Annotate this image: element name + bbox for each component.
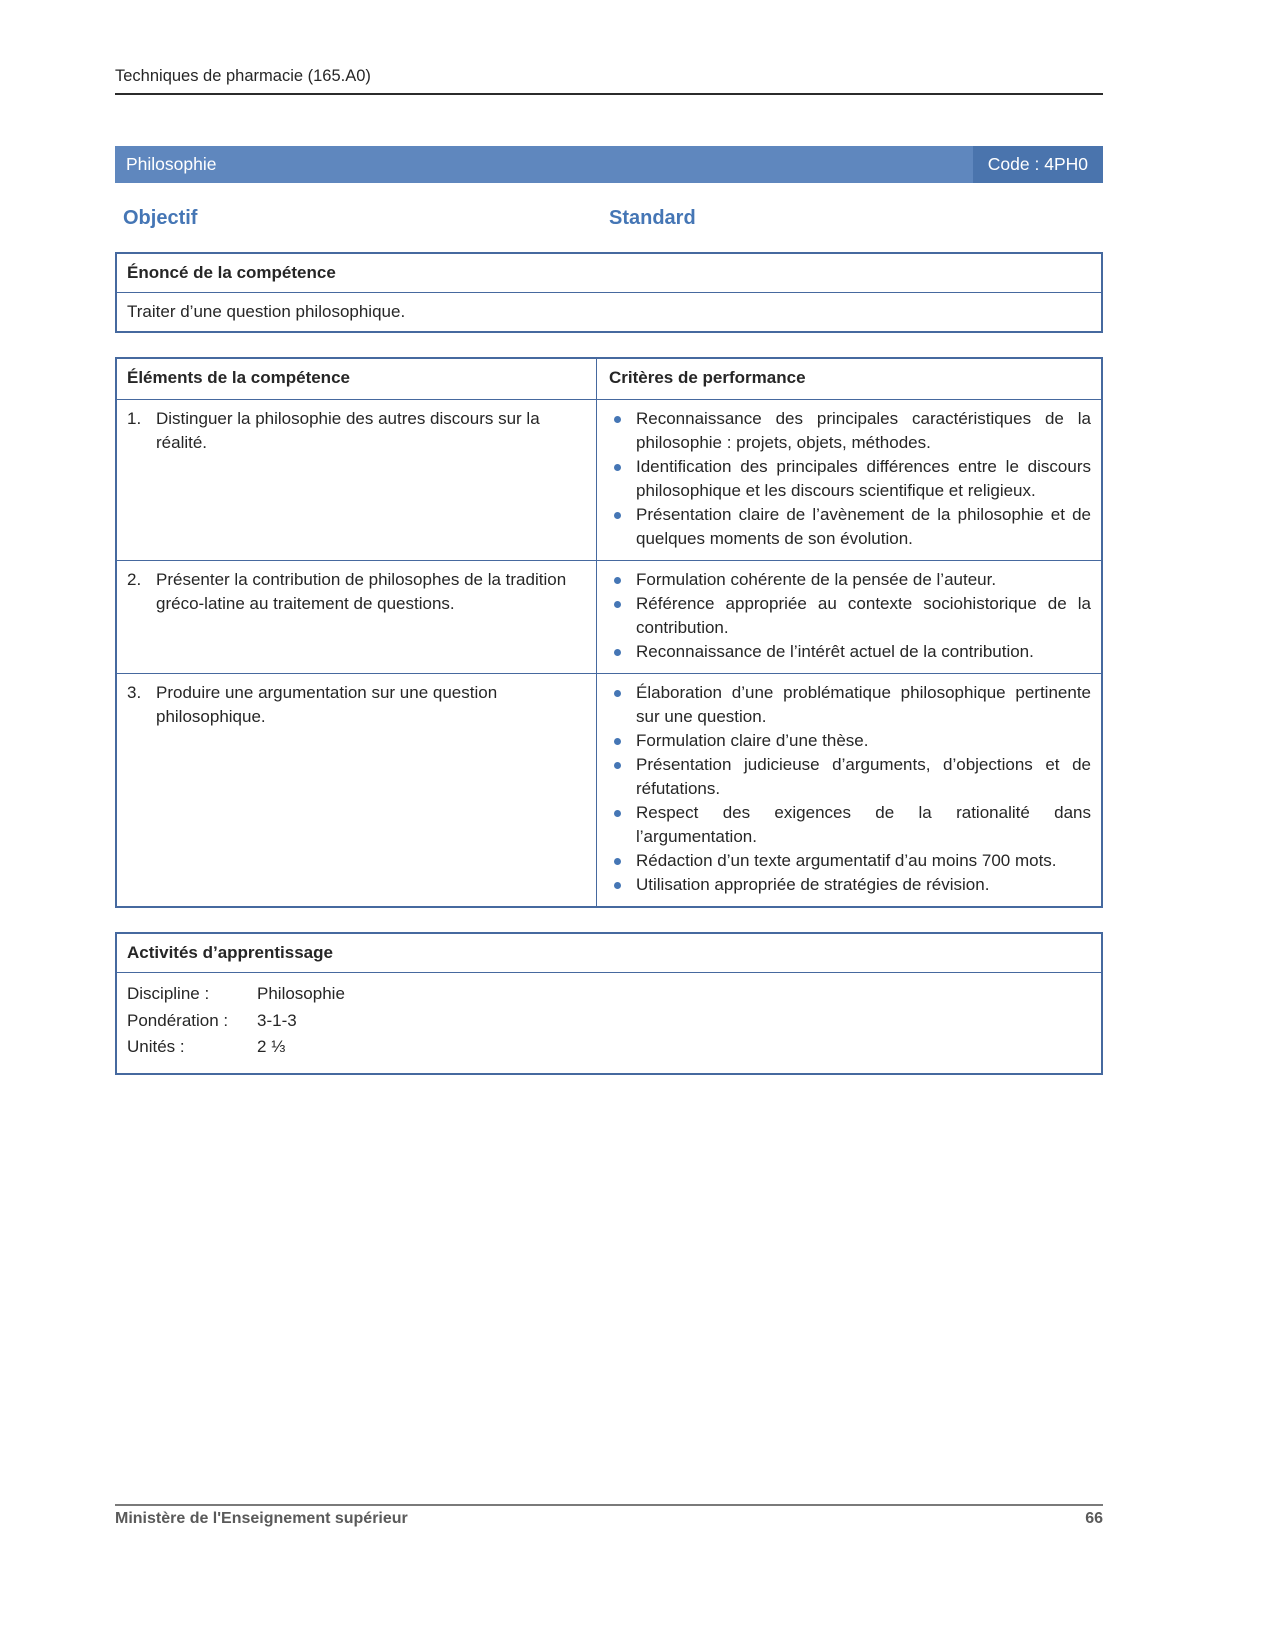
activity-value: 2 ⅓ (257, 1037, 286, 1056)
banner-code: Code : 4PH0 (973, 146, 1103, 183)
activity-label: Pondération : (127, 1010, 229, 1030)
element-cell-2 (117, 561, 597, 673)
bullet-icon (609, 681, 636, 729)
criteria-item (609, 407, 1091, 455)
criteria-item (609, 753, 1091, 801)
activity-value: Philosophie (257, 984, 345, 1003)
criteria-item (609, 503, 1091, 551)
footer-rule (115, 1504, 1103, 1506)
competence-row-2 (117, 561, 1101, 674)
enonce-title: Énoncé de la compétence (117, 254, 1101, 293)
bullet-icon (609, 568, 636, 592)
column-headings (115, 207, 1103, 230)
course-banner (115, 146, 1103, 183)
activity-label: Unités : (127, 1037, 185, 1056)
criteria-item (609, 849, 1091, 873)
bullet-icon (609, 640, 636, 664)
header-rule (115, 93, 1103, 95)
bullet-icon (609, 873, 636, 897)
criteria-text: Rédaction d’un texte argumentatif d’au moins 700 mots. (636, 851, 1057, 870)
element-number: 2. (127, 570, 142, 589)
bullet-icon (609, 503, 636, 551)
activity-label: Discipline : (127, 984, 210, 1003)
activity-row-discipline (127, 981, 1091, 1008)
criteria-text: Respect des exigences de la rationalité dans l’argumentation. (636, 803, 1091, 846)
criteria-text: Reconnaissance des principales caractéristiques de la philosophie : projets, objets, méthodes. (636, 409, 1091, 452)
enonce-body: Traiter d’une question philosophique. (127, 302, 406, 321)
element-number: 3. (127, 683, 142, 702)
standard-heading: Standard (609, 207, 696, 229)
criteria-item (609, 729, 1091, 753)
enonce-box (115, 252, 1103, 333)
bullet-icon (609, 753, 636, 801)
activity-row-ponderation (127, 1008, 1091, 1035)
banner-title: Philosophie (126, 154, 217, 174)
bullet-icon (609, 729, 636, 753)
elements-header: Éléments de la compétence (117, 359, 597, 399)
criteria-item (609, 873, 1091, 897)
bullet-icon (609, 407, 636, 455)
criteria-item (609, 801, 1091, 849)
bullet-icon (609, 849, 636, 873)
criteria-text: Présentation claire de l’avènement de la philosophie et de quelques moments de son évolution. (636, 505, 1091, 548)
criteria-item (609, 455, 1091, 503)
criteria-item (609, 568, 1091, 592)
page-content (115, 0, 1103, 1075)
criteria-text: Identification des principales différences entre le discours philosophique et les discours scientifique et religieux. (636, 457, 1091, 500)
activity-row-unites (127, 1034, 1091, 1061)
criteria-text: Élaboration d’une problématique philosophique pertinente sur une question. (636, 683, 1091, 726)
criteria-item (609, 681, 1091, 729)
activites-title: Activités d’apprentissage (117, 934, 1101, 973)
criteres-header: Critères de performance (609, 368, 806, 387)
criteria-item (609, 592, 1091, 640)
page-footer (115, 1504, 1103, 1528)
competence-row-1 (117, 400, 1101, 561)
criteria-text: Présentation judicieuse d’arguments, d’objections et de réfutations. (636, 755, 1091, 798)
bullet-icon (609, 592, 636, 640)
objectif-heading: Objectif (123, 207, 198, 229)
element-cell-3 (117, 674, 597, 906)
footer-ministry: Ministère de l'Enseignement supérieur (115, 1510, 408, 1527)
element-text: Produire une argumentation sur une question philosophique. (156, 683, 498, 726)
criteria-item (609, 640, 1091, 664)
footer-page-number: 66 (1085, 1510, 1103, 1527)
element-cell-1 (117, 400, 597, 560)
criteria-text: Formulation claire d’une thèse. (636, 731, 869, 750)
activity-value: 3-1-3 (257, 1010, 297, 1030)
element-text: Présenter la contribution de philosophes de la tradition gréco-latine au traitement de questions. (156, 570, 567, 613)
activites-body (117, 973, 1101, 1073)
bullet-icon (609, 455, 636, 503)
criteria-text: Référence appropriée au contexte sociohistorique de la contribution. (636, 594, 1091, 637)
page-header: Techniques de pharmacie (165.A0) (115, 67, 371, 85)
bullet-icon (609, 801, 636, 849)
competence-table (115, 357, 1103, 908)
criteria-cell-2 (597, 561, 1101, 673)
competence-row-3 (117, 674, 1101, 906)
criteria-text: Reconnaissance de l’intérêt actuel de la contribution. (636, 642, 1034, 661)
element-text: Distinguer la philosophie des autres discours sur la réalité. (156, 409, 540, 452)
criteria-cell-3 (597, 674, 1101, 906)
criteria-cell-1 (597, 400, 1101, 560)
criteria-text: Utilisation appropriée de stratégies de révision. (636, 875, 990, 894)
activites-box (115, 932, 1103, 1075)
element-number: 1. (127, 409, 142, 428)
criteria-text: Formulation cohérente de la pensée de l’auteur. (636, 570, 997, 589)
competence-table-header (117, 359, 1101, 400)
